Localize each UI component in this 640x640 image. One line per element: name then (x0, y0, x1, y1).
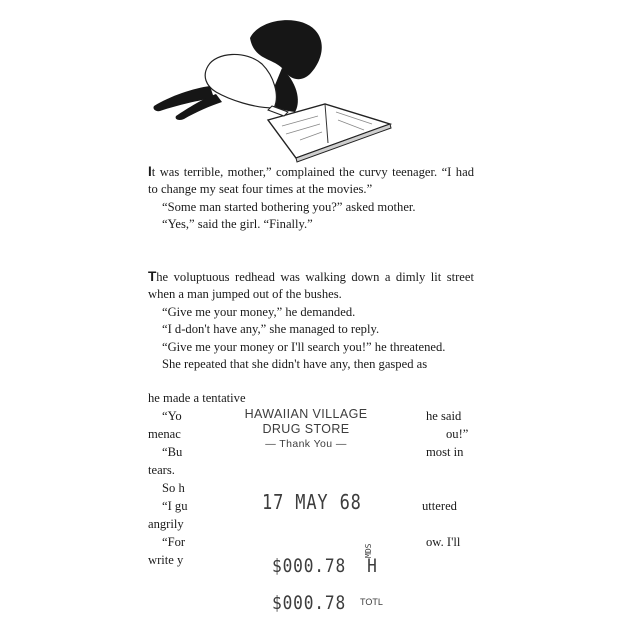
text-fragment: write y (148, 553, 184, 567)
paragraph: “Give me your money or I'll search you!” he threatened. (162, 339, 446, 354)
paragraph: “I d-don't have any,” she managed to reply. (162, 322, 380, 337)
paragraph: “Yes,” said the girl. “Finally.” (162, 217, 313, 232)
text-fragment: uttered (422, 499, 457, 513)
story-redhead (148, 268, 474, 373)
woman-reading-illustration (150, 8, 420, 168)
text-fragment: he said (426, 409, 462, 423)
paragraph: She repeated that she didn't have any, then gasped as (162, 357, 428, 372)
text-fragment: tears. (148, 463, 175, 477)
store-stamp (236, 407, 376, 452)
receipt-date: 17 MAY 68 (262, 490, 362, 514)
text-fragment: “I gu (162, 499, 188, 513)
drop-cap: T (148, 269, 157, 284)
amount-code: H (367, 555, 378, 577)
total-label: TOTL (360, 597, 383, 607)
text-fragment: ow. I'll (426, 535, 461, 549)
store-name-line1: HAWAIIAN VILLAGE (244, 407, 368, 421)
receipt-total-amount: $000.78 (272, 592, 347, 614)
text-fragment: he made a tentative (148, 391, 246, 405)
store-name-line2: DRUG STORE (262, 422, 350, 436)
receipt-amount: $000.78 H (272, 555, 378, 577)
paragraph: “Some man started bothering you?” asked mother. (162, 199, 416, 214)
text-fragment: ou!” (446, 427, 469, 441)
text-fragment: So h (162, 481, 185, 495)
text-fragment: most in (426, 445, 464, 459)
text-fragment: angrily (148, 517, 184, 531)
paragraph: “Give me your money,” he demanded. (162, 304, 356, 319)
paragraph: It was terrible, mother,” complained the curvy teenager. “I had to change my seat four times at the movies.” (148, 164, 474, 197)
register-code: MDS (364, 543, 373, 558)
drop-cap: I (148, 164, 152, 179)
text-fragment: “For (162, 535, 186, 549)
paragraph: The voluptuous redhead was walking down a dimly lit street when a man jumped out of the bushes. (148, 269, 474, 302)
story-curvy-teenager (148, 163, 474, 234)
text-fragment: “Bu (162, 445, 183, 459)
text-fragment: “Yo (162, 409, 182, 423)
thank-you-text: — Thank You — (265, 438, 347, 450)
text-fragment: menac (148, 427, 181, 441)
